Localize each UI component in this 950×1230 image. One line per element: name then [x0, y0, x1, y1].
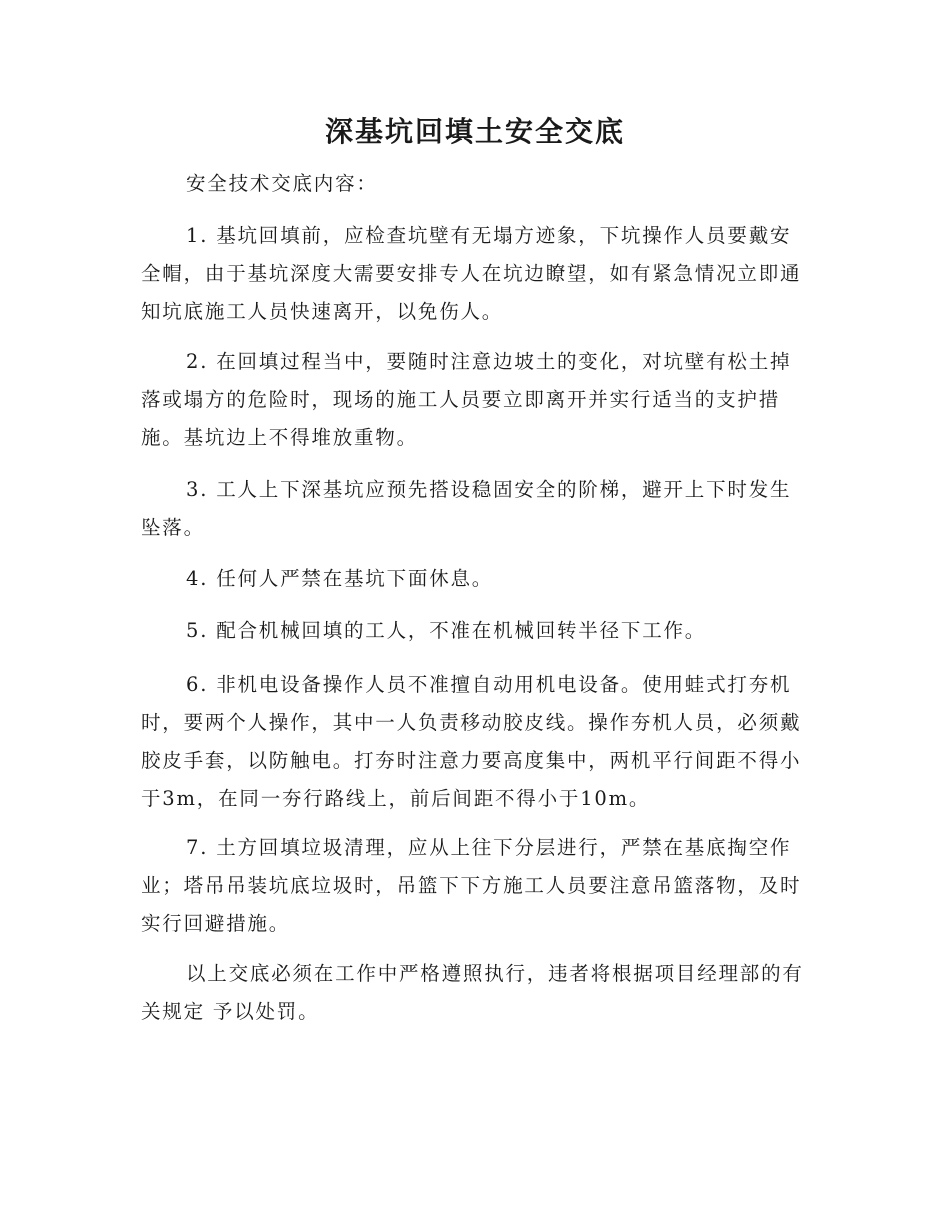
item-paragraph-5: 5. 配合机械回填的工人，不准在机械回转半径下工作。	[186, 619, 707, 642]
intro-paragraph: 安全技术交底内容：	[186, 172, 378, 195]
document-title: 深基坑回填土安全交底	[324, 115, 625, 148]
item-paragraph-4: 4. 任何人严禁在基坑下面休息。	[186, 567, 494, 590]
item-paragraph-6: 6. 非机电设备操作人员不准擅自动用机电设备。使用蛙式打夯机时，要两个人操作，其中一人负责移动胶皮线。操作夯机人员，必须戴胶皮手套，以防触电。打夯时注意力要高度集中，两机平行间距不得小于3m，在同一夯行路线上，前后间距不得小于10m。	[141, 673, 802, 810]
item-paragraph-3: 3. 工人上下深基坑应预先搭设稳固安全的阶梯，避开上下时发生坠落。	[141, 478, 792, 539]
item-paragraph-1: 1. 基坑回填前，应检查坑壁有无塌方迹象，下坑操作人员要戴安全帽，由于基坑深度大需要安排专人在坑边瞭望，如有紧急情况立即通知坑底施工人员快速离开，以免伤人。	[141, 224, 802, 323]
item-paragraph-7: 7. 土方回填垃圾清理，应从上往下分层进行，严禁在基底掏空作业；塔吊吊装坑底垃圾时，吊篮下下方施工人员要注意吊篮落物，及时实行回避措施。	[141, 836, 802, 935]
closing-paragraph: 以上交底必须在工作中严格遵照执行，违者将根据项目经理部的有关规定 予以处罚。	[141, 962, 804, 1023]
item-paragraph-2: 2. 在回填过程当中，要随时注意边坡土的变化，对坑壁有松土掉落或塌方的危险时，现场的施工人员要立即离开并实行适当的支护措施。基坑边上不得堆放重物。	[141, 350, 792, 449]
